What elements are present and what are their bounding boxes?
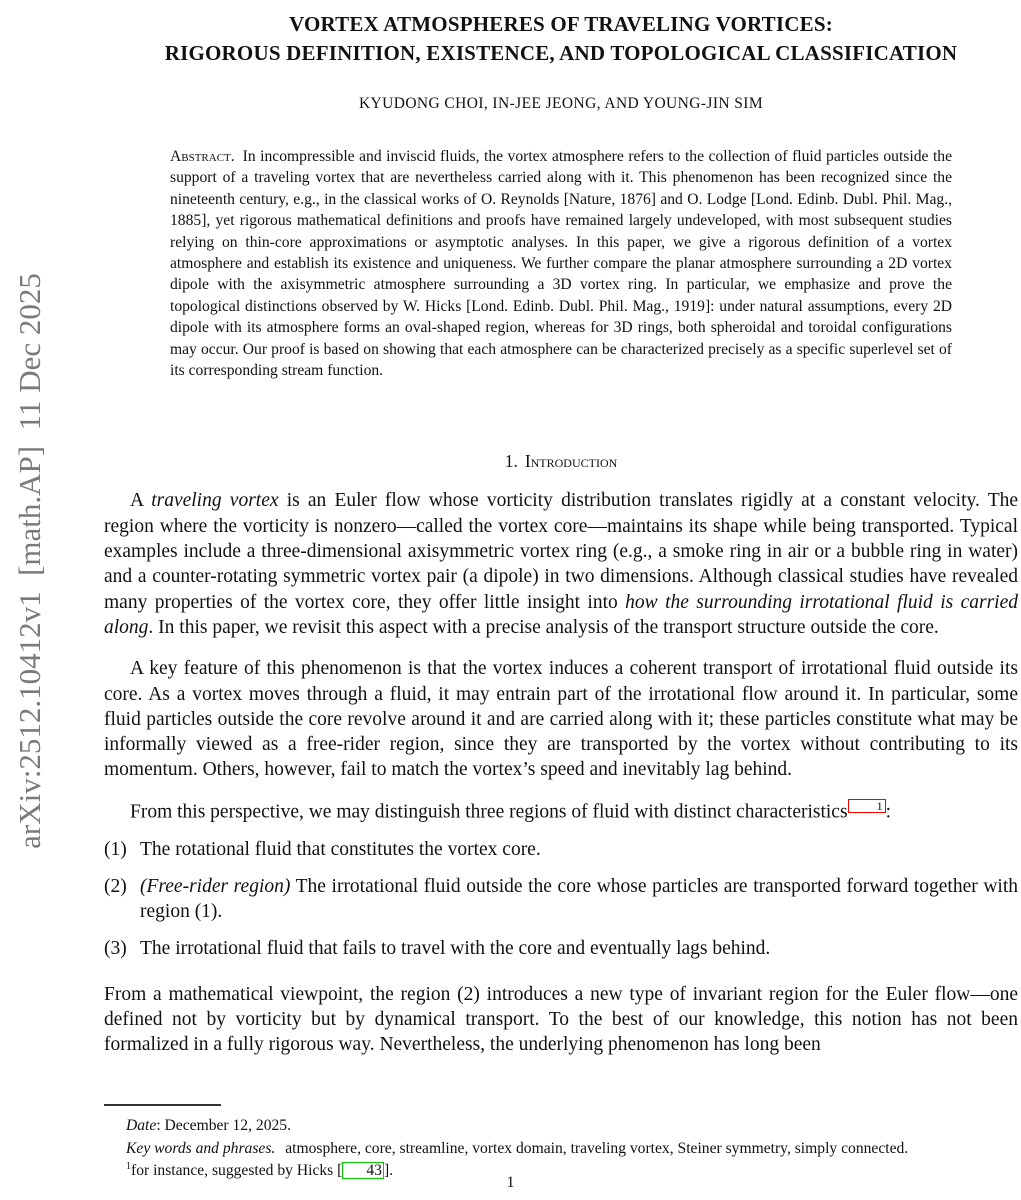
paper-content — [104, 0, 1018, 1058]
list-item-2-marker: (2) — [104, 875, 127, 897]
list-item-2 — [104, 874, 1018, 925]
paper-title — [104, 10, 1018, 68]
abstract — [170, 146, 952, 381]
page-number: 1 — [506, 1174, 515, 1191]
abstract-label: Abstract. — [170, 148, 235, 165]
intro-list-lead — [104, 799, 1018, 825]
list-item-1-text: The rotational fluid that constitutes the vortex core. — [140, 838, 541, 860]
paragraph-text: The irrotational fluid outside the core whose particles are transported forward together with region (1). — [140, 875, 1018, 923]
list-item-2-text — [140, 874, 1018, 925]
section-title: Introduction — [524, 451, 618, 472]
intro-paragraph-1 — [104, 488, 1018, 640]
paragraph-text: : — [885, 801, 891, 823]
footnote-rule — [104, 1104, 221, 1106]
intro-paragraph-3: From a mathematical viewpoint, the region (2) introduces a new type of invariant region for the Euler flow—one defined not by vorticity but by dynamical transport. To the best of our knowledge, this notion has not been formalized in a fully rigorous way. Nevertheless, the underlying phenomenon has long been — [104, 983, 1018, 1056]
footnote-1-text: for instance, suggested by Hicks [ — [131, 1162, 343, 1179]
title-line-2: RIGOROUS DEFINITION, EXISTENCE, AND TOPOLOGICAL CLASSIFICATION — [164, 41, 958, 65]
list-item-3-text: The irrotational fluid that fails to travel with the core and eventually lags behind. — [140, 938, 771, 960]
paragraph-text: is an Euler flow whose vorticity distribution translates rigidly at a constant velocity. The region where the vorticity is nonzero—called the vortex core—maintains its shape while being transported. Typical examples include a three-dimensional axisymmetric vortex ring (e.g., a smoke ring in air or a bubble ring in water) and a counter-rotating symmetric vortex pair (a dipole) in two dimensions. Although classical studies have revealed many properties of the vortex core, they offer little insight into — [104, 490, 1019, 613]
footnote-1-text-end: ]. — [383, 1162, 394, 1179]
date-value: : December 12, 2025. — [156, 1117, 291, 1134]
list-item-3-marker: (3) — [104, 938, 127, 960]
section-heading-introduction — [104, 451, 1018, 472]
italic-label-free-rider-region: (Free-rider region) — [140, 875, 291, 897]
paragraph-text: A — [130, 490, 152, 512]
citation-link-43[interactable]: 43 — [342, 1162, 384, 1179]
italic-phrase: how the surrounding irrotational fluid is carried along — [104, 591, 1019, 638]
keywords-line — [104, 1138, 1018, 1161]
keywords-label: Key words and phrases. — [126, 1139, 276, 1157]
region-list — [104, 837, 1018, 962]
date-label: Date — [126, 1117, 157, 1134]
intro-paragraph-2: A key feature of this phenomenon is that the vortex induces a coherent transport of irrotational fluid outside its core. As a vortex moves through a fluid, it may entrain part of the irrotational flow around it. In particular, some fluid particles outside the core revolve around it and are carried along with it; these particles constitute what may be informally viewed as a free-rider region, since they are transported by the vortex without contributing to its momentum. Others, however, fail to match the vortex’s speed and inevitably lag behind. — [104, 658, 1018, 781]
paragraph-text: From this perspective, we may distinguish three regions of fluid with distinct characteristics — [130, 801, 848, 823]
list-item-3 — [104, 936, 1018, 961]
arxiv-watermark: arXiv:2512.10412v1 [math.AP] 11 Dec 2025 — [12, 273, 47, 849]
date-line — [104, 1115, 1018, 1138]
footnote-ref-1-number[interactable]: 1 — [848, 799, 886, 813]
section-number: 1. — [504, 451, 518, 472]
keywords-value: atmosphere, core, streamline, vortex domain, traveling vortex, Steiner symmetry, simply connected. — [281, 1139, 909, 1157]
list-item-1-marker: (1) — [104, 838, 127, 860]
authors: KYUDONG CHOI, IN-JEE JEONG, AND YOUNG-JIN SIM — [358, 95, 764, 112]
title-line-1: VORTEX ATMOSPHERES OF TRAVELING VORTICES: — [289, 12, 833, 36]
footnote-1-marker: 1 — [126, 1160, 131, 1172]
footnote-ref-1[interactable] — [848, 799, 886, 813]
italic-term-traveling-vortex: traveling vortex — [151, 490, 279, 512]
abstract-body: In incompressible and inviscid fluids, the vortex atmosphere refers to the collection of fluid particles outside the support of a traveling vortex that are nevertheless carried along with it. This phenomenon has been recognized since the nineteenth century, e.g., in the classical works of O. Reynolds [Nature, 1876] and O. Lodge [Lond. Edinb. Dubl. Phil. Mag., 1885], yet rigorous mathematical definitions and proofs have remained largely undeveloped, with most subsequent studies relying on thin-core approximations or asymptotic analyses. In this paper, we give a rigorous definition of a vortex atmosphere and establish its existence and uniqueness. We further compare the planar atmosphere surrounding a 2D vortex dipole with the axisymmetric atmosphere surrounding a 3D vortex ring. In particular, we emphasize and prove the topological distinctions observed by W. Hicks [Lond. Edinb. Dubl. Phil. Mag., 1919]: under natural assumptions, every 2D dipole with its atmosphere forms an oval-shaped region, whereas for 3D rings, both spheroidal and toroidal configurations may occur. Our proof is based on showing that each atmosphere can be characterized precisely as a specific superlevel set of its corresponding stream function. — [170, 148, 952, 380]
paragraph-text: . In this paper, we revisit this aspect with a precise analysis of the transport structure outside the core. — [148, 616, 939, 638]
footnote-area — [104, 1104, 1018, 1183]
list-item-1 — [104, 837, 1018, 862]
